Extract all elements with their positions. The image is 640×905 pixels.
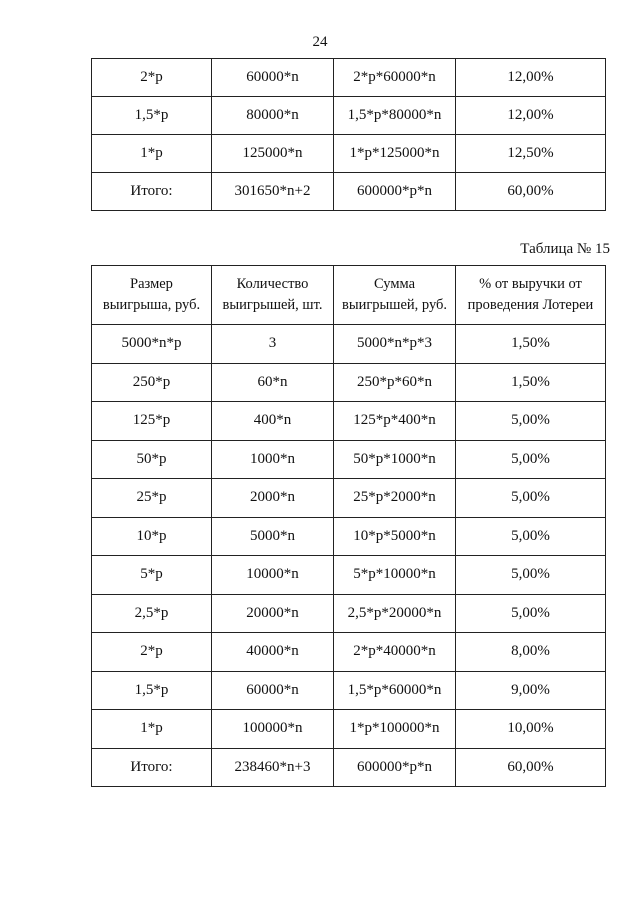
prize-table-continued-body: [92, 59, 606, 211]
table-cell: 10000*n: [212, 556, 334, 595]
table-cell: 600000*р*n: [334, 173, 456, 211]
table-row: [92, 479, 606, 518]
header-line: выигрышей, шт.: [222, 297, 323, 313]
prize-table-15: [91, 265, 606, 787]
table-cell: 40000*n: [212, 633, 334, 672]
table-cell: 5000*n: [212, 517, 334, 556]
table-row: [92, 710, 606, 749]
table-cell: 2*р: [92, 59, 212, 97]
table-cell: 2*р: [92, 633, 212, 672]
table-cell: 1*р: [92, 710, 212, 749]
header-prize-sum: [334, 266, 456, 325]
table-row: [92, 517, 606, 556]
table-cell: 100000*n: [212, 710, 334, 749]
table-cell: 80000*n: [212, 97, 334, 135]
table-cell: 400*n: [212, 402, 334, 441]
table-cell: 1,50%: [456, 325, 606, 364]
table-cell: 25*р*2000*n: [334, 479, 456, 518]
header-prize-count: [212, 266, 334, 325]
page-number: 24: [312, 34, 328, 50]
table-cell: 125*р: [92, 402, 212, 441]
table-cell: 60000*n: [212, 671, 334, 710]
table-header-row: [92, 266, 606, 325]
table-row: [92, 748, 606, 787]
table-cell: 50*р: [92, 440, 212, 479]
table-cell: 5*р*10000*n: [334, 556, 456, 595]
table-cell: 5,00%: [456, 402, 606, 441]
table-cell: 250*р*60*n: [334, 363, 456, 402]
table-row: [92, 97, 606, 135]
table-cell: 5,00%: [456, 594, 606, 633]
table-row: [92, 173, 606, 211]
table-cell: 238460*n+3: [212, 748, 334, 787]
table-row: [92, 594, 606, 633]
table-cell: 10*р: [92, 517, 212, 556]
table-cell: 1*р*100000*n: [334, 710, 456, 749]
table-cell: 10*р*5000*n: [334, 517, 456, 556]
table-cell: 5000*n*р: [92, 325, 212, 364]
header-prize-size: [92, 266, 212, 325]
table-cell: 125000*n: [212, 135, 334, 173]
header-line: выигрышей, руб.: [341, 297, 448, 313]
table-cell: 60,00%: [456, 748, 606, 787]
table-cell: Итого:: [92, 748, 212, 787]
header-line: Сумма: [373, 276, 416, 292]
table-cell: 5,00%: [456, 517, 606, 556]
table-cell: 8,00%: [456, 633, 606, 672]
table-cell: 2*р*40000*n: [334, 633, 456, 672]
table-cell: 2,5*р: [92, 594, 212, 633]
table-cell: 1,5*р*80000*n: [334, 97, 456, 135]
header-revenue-percent: [456, 266, 606, 325]
table-cell: 12,50%: [456, 135, 606, 173]
table-row: [92, 671, 606, 710]
table-cell: 10,00%: [456, 710, 606, 749]
table-cell: 600000*р*n: [334, 748, 456, 787]
table-row: [92, 440, 606, 479]
table-cell: 25*р: [92, 479, 212, 518]
table-cell: 2*р*60000*n: [334, 59, 456, 97]
table-cell: 301650*n+2: [212, 173, 334, 211]
header-line: Размер: [130, 276, 173, 292]
table-cell: 9,00%: [456, 671, 606, 710]
table-row: [92, 363, 606, 402]
table-cell: 1*р: [92, 135, 212, 173]
header-line: Количество: [236, 276, 309, 292]
header-line: выигрыша, руб.: [102, 297, 201, 313]
table-cell: 60000*n: [212, 59, 334, 97]
table-row: [92, 325, 606, 364]
prize-table-continued: [91, 58, 606, 211]
table-cell: 2,5*р*20000*n: [334, 594, 456, 633]
table-cell: 5,00%: [456, 479, 606, 518]
header-line: % от выручки от: [479, 276, 582, 292]
table-cell: 1,5*р: [92, 671, 212, 710]
table-cell: 125*р*400*n: [334, 402, 456, 441]
table-cell: 3: [212, 325, 334, 364]
table-cell: 5*р: [92, 556, 212, 595]
table-cell: 20000*n: [212, 594, 334, 633]
table-cell: 1,5*р: [92, 97, 212, 135]
table-row: [92, 633, 606, 672]
table-cell: 5,00%: [456, 556, 606, 595]
table-cell: 250*р: [92, 363, 212, 402]
table-row: [92, 556, 606, 595]
table-cell: 1000*n: [212, 440, 334, 479]
table-caption: Таблица № 15: [520, 241, 610, 257]
table-cell: 1,50%: [456, 363, 606, 402]
table-cell: 60,00%: [456, 173, 606, 211]
table-row: [92, 135, 606, 173]
table-cell: 5,00%: [456, 440, 606, 479]
table-cell: 2000*n: [212, 479, 334, 518]
table-cell: 1,5*р*60000*n: [334, 671, 456, 710]
table-cell: 50*р*1000*n: [334, 440, 456, 479]
table-cell: 5000*n*р*3: [334, 325, 456, 364]
table-cell: 60*n: [212, 363, 334, 402]
header-line: проведения Лотереи: [467, 297, 594, 313]
table-cell: 12,00%: [456, 59, 606, 97]
table-row: [92, 59, 606, 97]
table-cell: Итого:: [92, 173, 212, 211]
prize-table-15-body: [92, 325, 606, 787]
table-cell: 12,00%: [456, 97, 606, 135]
table-cell: 1*р*125000*n: [334, 135, 456, 173]
table-row: [92, 402, 606, 441]
